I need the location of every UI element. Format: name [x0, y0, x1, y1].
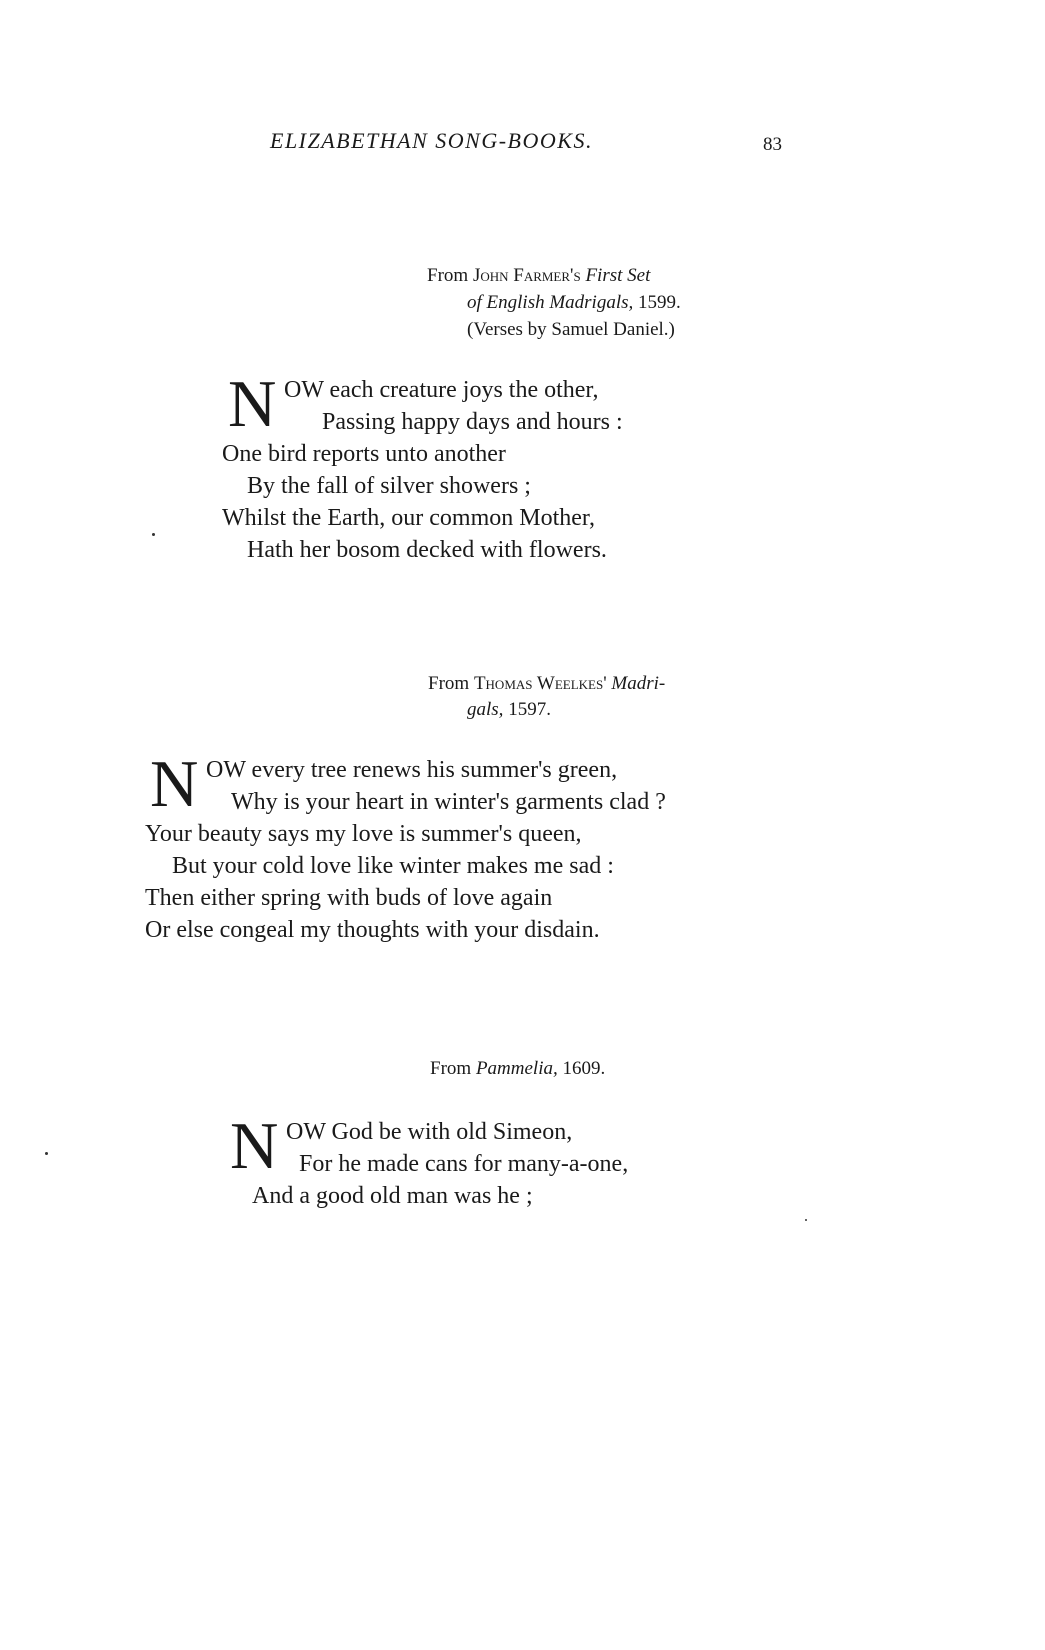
poem-1-attribution-note: (Verses by Samuel Daniel.) — [467, 319, 675, 340]
scan-speck — [805, 1219, 807, 1221]
attribution-year: 1599. — [638, 292, 681, 313]
poem-1-attribution-line-2 — [467, 289, 681, 316]
poem-2-line-1: OW every tree renews his summer's green, — [206, 757, 618, 783]
attribution-year: 1609. — [562, 1058, 606, 1079]
attribution-work-continued: of English Madrigals, — [467, 292, 634, 313]
attribution-work: First Set — [585, 265, 651, 286]
poem-2-line-5: Then either spring with buds of love again — [145, 885, 553, 911]
poem-1-line-5: Whilst the Earth, our common Mother, — [222, 505, 595, 531]
attribution-work: Madri- — [611, 673, 666, 694]
poem-3-line-1: OW God be with old Simeon, — [286, 1119, 573, 1145]
attribution-work: Pammelia, — [475, 1058, 558, 1079]
poem-1-attribution-line-1 — [427, 262, 650, 289]
poem-3-attribution — [430, 1055, 605, 1082]
poem-1-drop-cap: N — [228, 367, 277, 441]
attribution-from: From — [428, 673, 470, 694]
attribution-from: From — [427, 265, 469, 286]
poem-2-line-3: Your beauty says my love is summer's queen, — [145, 821, 582, 847]
poem-1-line-6: Hath her bosom decked with flowers. — [247, 537, 607, 563]
attribution-work-continued: gals, — [467, 699, 504, 720]
poem-2-attribution-line-1 — [428, 670, 665, 697]
running-header-title: ELIZABETHAN SONG-BOOKS. — [270, 128, 593, 153]
attribution-from: From — [430, 1058, 472, 1079]
poem-2-line-6: Or else congeal my thoughts with your disdain. — [145, 917, 600, 943]
attribution-author: John Farmer's — [472, 265, 581, 286]
poem-1-line-2: Passing happy days and hours : — [322, 409, 623, 435]
poem-1-line-1: OW each creature joys the other, — [284, 377, 599, 403]
attribution-author: Thomas Weelkes' — [473, 673, 607, 694]
poem-2-drop-cap: N — [150, 747, 199, 821]
poem-3-drop-cap: N — [230, 1109, 279, 1183]
scan-speck — [45, 1152, 48, 1155]
poem-3-line-3: And a good old man was he ; — [252, 1183, 533, 1209]
poem-2-line-4: But your cold love like winter makes me sad : — [172, 853, 614, 879]
poem-1-line-4: By the fall of silver showers ; — [247, 473, 531, 499]
poem-2-attribution-line-2 — [467, 696, 551, 723]
poem-1-line-3: One bird reports unto another — [222, 441, 506, 467]
scan-speck — [152, 533, 155, 536]
poem-2-line-2: Why is your heart in winter's garments clad ? — [231, 789, 666, 815]
attribution-year: 1597. — [508, 699, 551, 720]
page-number: 83 — [763, 134, 782, 155]
poem-3-line-2: For he made cans for many-a-one, — [299, 1151, 629, 1177]
